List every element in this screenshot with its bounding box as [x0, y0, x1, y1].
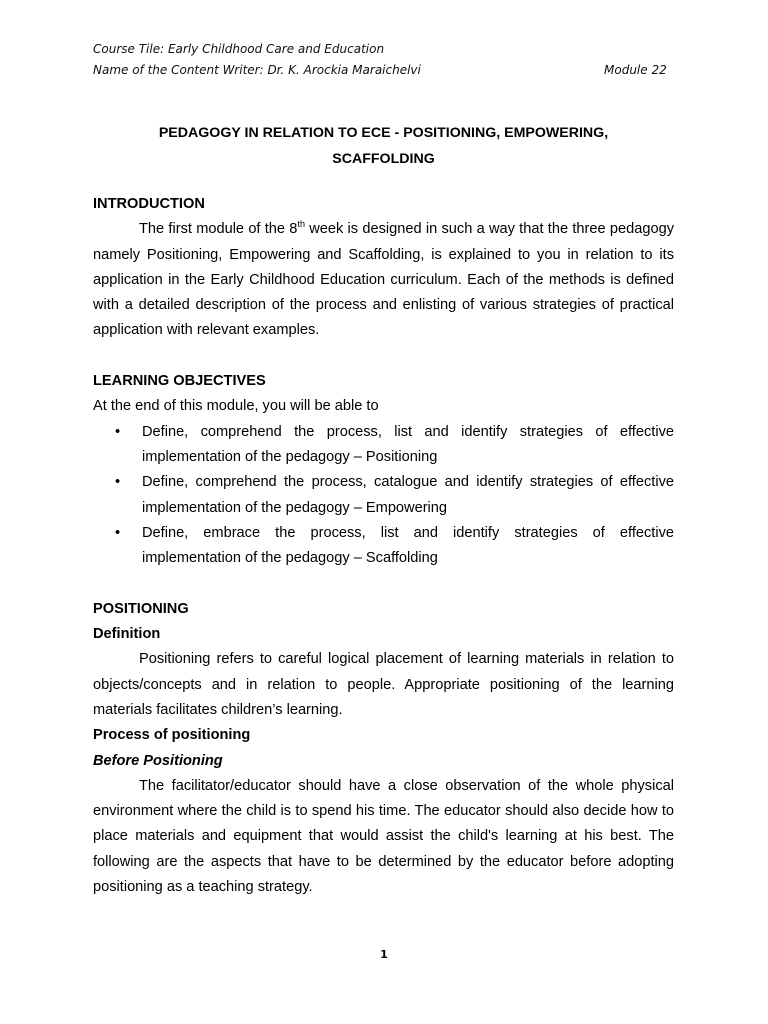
introduction-heading: INTRODUCTION	[93, 196, 205, 212]
before-positioning-paragraph: The facilitator/educator should have a close observation of the whole physical environment where the child is to spend his time. The educator should also decide how to place materials and equipment that would assist the child's learning at his best. The following are the aspects that have to be determined by the educator before adopting positioning as a teaching strategy.	[93, 777, 674, 896]
learning-objectives-heading: LEARNING OBJECTIVES	[93, 373, 266, 390]
introduction-paragraph	[93, 217, 674, 343]
introduction-text-start: The first module of the 8	[139, 221, 298, 238]
list-item	[93, 470, 674, 521]
list-item	[93, 420, 674, 471]
introduction-text-end: week is designed in such a way that the three pedagogy namely Positioning, Empowering and Scaffolding, is explained to you in relation to its application in the Early Childhood Education curriculum. Each of the methods is defined with a detailed description of the process and enlisting of various strategies of practical application with relevant examples.	[93, 221, 674, 339]
learning-objectives-list	[93, 420, 674, 572]
before-positioning-heading: Before Positioning	[93, 752, 223, 769]
header-course-title: Course Tile: Early Childhood Care and Education	[93, 42, 385, 56]
document-title-line-2: SCAFFOLDING	[332, 151, 435, 167]
learning-objectives-lead: At the end of this module, you will be able to	[93, 398, 379, 415]
bullet-icon: •	[115, 423, 121, 440]
document-title	[93, 120, 674, 172]
bullet-icon: •	[115, 474, 121, 491]
page-number: 1	[380, 948, 388, 961]
objective-text: Define, comprehend the process, list and identify strategies of effective implementation of the pedagogy – Positioning	[142, 423, 674, 465]
document-title-line-1: PEDAGOGY IN RELATION TO ECE - POSITIONING, EMPOWERING,	[158, 125, 609, 141]
positioning-heading: POSITIONING	[93, 600, 189, 617]
definition-paragraph: Positioning refers to careful logical placement of learning materials in relation to objects/concepts and in relation to people. Appropriate positioning of the learning materials facilitates children’s learning.	[93, 651, 674, 718]
spacer	[93, 344, 674, 369]
process-of-positioning-heading: Process of positioning	[93, 727, 251, 744]
spacer	[93, 571, 674, 596]
objective-text: Define, comprehend the process, catalogue and identify strategies of effective implementation of the pedagogy – Empowering	[142, 474, 674, 516]
header-module-number: Module 22	[604, 63, 667, 77]
document-body	[93, 192, 674, 900]
ordinal-superscript: th	[297, 219, 305, 230]
header-content-writer: Name of the Content Writer: Dr. K. Arockia Maraichelvi	[93, 63, 421, 77]
bullet-icon: •	[115, 524, 121, 541]
definition-heading: Definition	[93, 626, 161, 643]
list-item	[93, 521, 674, 572]
objective-text: Define, embrace the process, list and identify strategies of effective implementation of the pedagogy – Scaffolding	[142, 524, 674, 567]
